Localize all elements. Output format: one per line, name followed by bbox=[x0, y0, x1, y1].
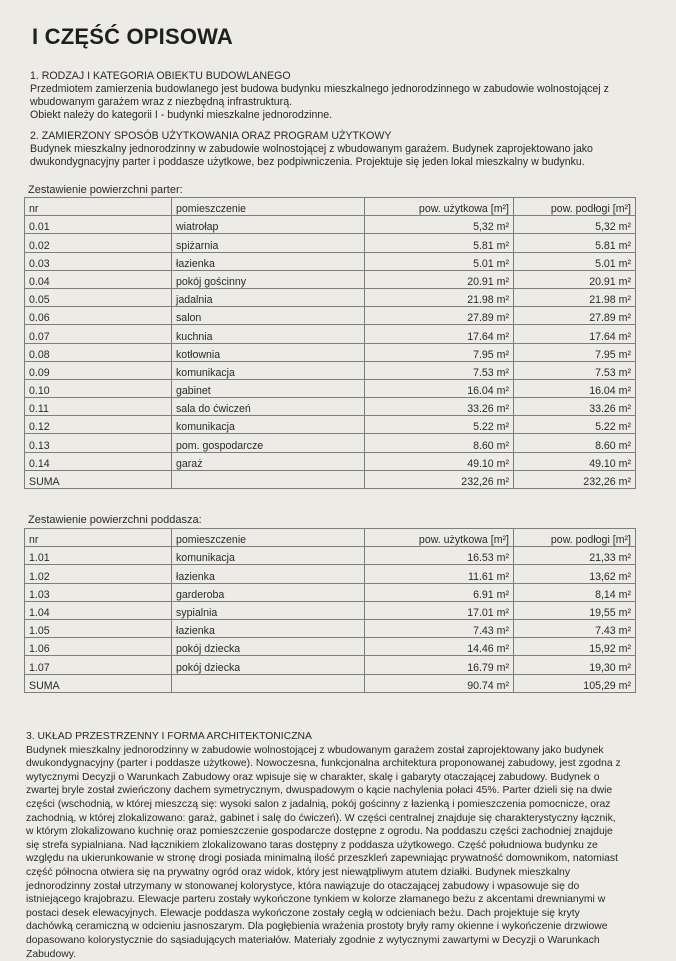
attic-table bbox=[24, 528, 636, 693]
table-total-row bbox=[25, 470, 636, 488]
floor-area-cell: 5.81 m² bbox=[514, 234, 636, 252]
room-name-cell: gabinet bbox=[172, 379, 365, 397]
usable-area-cell: 16.53 m² bbox=[365, 547, 514, 565]
floor-area-cell: 16.04 m² bbox=[514, 379, 636, 397]
table-row bbox=[25, 565, 636, 583]
floor-area-cell: 49.10 m² bbox=[514, 452, 636, 470]
floor-area-cell: 232,26 m² bbox=[514, 470, 636, 488]
nr-cell: 0.01 bbox=[25, 216, 172, 234]
section-2-heading: 2. ZAMIERZONY SPOSÓB UŻYTKOWANIA ORAZ PROGRAM UŻYTKOWY bbox=[30, 130, 392, 142]
nr-cell: 0.03 bbox=[25, 252, 172, 270]
table-row bbox=[25, 361, 636, 379]
usable-area-cell: 14.46 m² bbox=[365, 638, 514, 656]
table-row bbox=[25, 452, 636, 470]
section-1-heading: 1. RODZAJ I KATEGORIA OBIEKTU BUDOWLANEGO bbox=[30, 70, 291, 82]
nr-cell: 0.05 bbox=[25, 288, 172, 306]
table-row bbox=[25, 288, 636, 306]
section-2 bbox=[30, 130, 622, 169]
section-1-line: Obiekt należy do kategorii I - budynki mieszkalne jednorodzinne. bbox=[30, 109, 333, 121]
usable-area-cell: 5.01 m² bbox=[365, 252, 514, 270]
floor-area-cell: 7.53 m² bbox=[514, 361, 636, 379]
usable-area-cell: 8.60 m² bbox=[365, 434, 514, 452]
usable-area-cell: 90.74 m² bbox=[365, 674, 514, 692]
nr-cell: 0.08 bbox=[25, 343, 172, 361]
floor-area-cell: 20.91 m² bbox=[514, 270, 636, 288]
table-row bbox=[25, 434, 636, 452]
nr-cell: 1.06 bbox=[25, 638, 172, 656]
header-floor-area-cell: pow. podłogi [m²] bbox=[514, 529, 636, 547]
nr-cell: 0.02 bbox=[25, 234, 172, 252]
usable-area-cell: 6.91 m² bbox=[365, 583, 514, 601]
table-row bbox=[25, 270, 636, 288]
nr-cell: 0.13 bbox=[25, 434, 172, 452]
floor-area-cell: 27.89 m² bbox=[514, 307, 636, 325]
table-row bbox=[25, 398, 636, 416]
header-room-name-cell: pomieszczenie bbox=[172, 529, 365, 547]
floor-area-cell: 17.64 m² bbox=[514, 325, 636, 343]
table-row bbox=[25, 325, 636, 343]
table-total-row bbox=[25, 674, 636, 692]
floor-area-cell: 7.95 m² bbox=[514, 343, 636, 361]
room-name-cell: pokój dziecka bbox=[172, 656, 365, 674]
table-row bbox=[25, 379, 636, 397]
usable-area-cell: 7.95 m² bbox=[365, 343, 514, 361]
room-name-cell: kuchnia bbox=[172, 325, 365, 343]
nr-cell: SUMA bbox=[25, 674, 172, 692]
nr-cell: SUMA bbox=[25, 470, 172, 488]
floor-area-cell: 8,14 m² bbox=[514, 583, 636, 601]
table-row bbox=[25, 416, 636, 434]
usable-area-cell: 17.64 m² bbox=[365, 325, 514, 343]
usable-area-cell: 17.01 m² bbox=[365, 601, 514, 619]
attic-caption: Zestawienie powierzchni poddasza: bbox=[28, 514, 202, 526]
nr-cell: 0.06 bbox=[25, 307, 172, 325]
usable-area-cell: 7.53 m² bbox=[365, 361, 514, 379]
room-name-cell: salon bbox=[172, 307, 365, 325]
table-row bbox=[25, 583, 636, 601]
room-name-cell: garaż bbox=[172, 452, 365, 470]
usable-area-cell: 5.22 m² bbox=[365, 416, 514, 434]
room-name-cell: komunikacja bbox=[172, 416, 365, 434]
nr-cell: 1.01 bbox=[25, 547, 172, 565]
nr-cell: 0.04 bbox=[25, 270, 172, 288]
nr-cell: 1.07 bbox=[25, 656, 172, 674]
nr-cell: 0.12 bbox=[25, 416, 172, 434]
usable-area-cell: 21.98 m² bbox=[365, 288, 514, 306]
floor-area-cell: 19,55 m² bbox=[514, 601, 636, 619]
usable-area-cell: 5.81 m² bbox=[365, 234, 514, 252]
floor-area-cell: 21,33 m² bbox=[514, 547, 636, 565]
section-1-line: Przedmiotem zamierzenia budowlanego jest budowa budynku mieszkalnego jednorodzinnego w zabudowie wolnostojącej z bbox=[30, 83, 609, 95]
nr-cell: 1.05 bbox=[25, 619, 172, 637]
usable-area-cell: 27.89 m² bbox=[365, 307, 514, 325]
table-row bbox=[25, 656, 636, 674]
table-row bbox=[25, 601, 636, 619]
table-row bbox=[25, 638, 636, 656]
floor-area-cell: 5,32 m² bbox=[514, 216, 636, 234]
header-usable-area-cell: pow. użytkowa [m²] bbox=[365, 198, 514, 216]
room-name-cell: pokój dziecka bbox=[172, 638, 365, 656]
nr-cell: 1.04 bbox=[25, 601, 172, 619]
section-2-line: Budynek mieszkalny jednorodzinny w zabudowie wolnostojącej z wbudowanym garażem. Budynek zaprojektowano jako bbox=[30, 143, 593, 155]
table-header-row bbox=[25, 198, 636, 216]
header-nr-cell: nr bbox=[25, 198, 172, 216]
floor-area-cell: 15,92 m² bbox=[514, 638, 636, 656]
nr-cell: 1.03 bbox=[25, 583, 172, 601]
nr-cell: 1.02 bbox=[25, 565, 172, 583]
floor-area-cell: 8.60 m² bbox=[514, 434, 636, 452]
room-name-cell bbox=[172, 470, 365, 488]
nr-cell: 0.11 bbox=[25, 398, 172, 416]
nr-cell: 0.07 bbox=[25, 325, 172, 343]
page-title: I CZĘŚĆ OPISOWA bbox=[32, 24, 234, 49]
usable-area-cell: 33.26 m² bbox=[365, 398, 514, 416]
usable-area-cell: 7.43 m² bbox=[365, 619, 514, 637]
section-3-heading: 3. UKŁAD PRZESTRZENNY I FORMA ARCHITEKTONICZNA bbox=[26, 731, 312, 742]
table-row bbox=[25, 343, 636, 361]
ground-floor-table bbox=[24, 197, 636, 489]
section-3-text: Budynek mieszkalny jednorodzinny w zabudowie wolnostojącej z wbudowanym garażem został zaprojektowany jako budynek dwukondygnacyjny (parter i poddasze użytkowe). Nowoczesna, funkcjonalna architektura proponowanej zabudowy, jest zgodna z wytycznymi Decyzji o Warunkach Zabudowy oraz wpisuje się w charakter, skalę i gabaryty otaczającej zabudowy. Budynek o zwartej bryle został zwieńczony dachem symetrycznym, dwuspadowym o kącie nachylenia połaci 45%. Parter dzieli się na dwie części (wschodnią, w której mieszczą się: wysoki salon z jadalnią, pokój gościnny z łazienką i pomieszczenia pomocnicze, oraz zachodnią, w której zlokalizowano: garaż, gabinet i salę do ćwiczeń). W części centralnej znajduje się charakterystyczny łącznik, w którym zlokalizowano kuchnię oraz pomieszczenie gospodarcze dostępne z ogrodu. Na poddaszu części zachodniej znajduje się strefa sypialniana. Nad łącznikiem zlokalizowano taras dostępny z poddasza użytkowego. Część południowa budynku ze względu na ukierunkowanie w stronę drogi posiada minimalną ilość przeszkleń zapewniając prywatność domownikom, natomiast część północna otwiera się na prywatny ogród oraz widok, który jest niewątpliwym atutem działki. Budynek mieszkalny jednorodzinny został utrzymany w stonowanej kolorystyce, która nawiązuje do otaczającej zabudowy i wpasowuje się do istniejącego krajobrazu. Elewacje parteru zostały wykończone tynkiem w kolorze złamanego beżu z akcentami drewnianymi w postaci desek elewacyjnych. Elewacje poddasza wykończone zostały cegłą w odcieniach beżu. Dach projektuje się kryty dachówką ceramiczną w odcieniu jasnoszarym. Dla pogłębienia wrażenia prostoty bryły ramy okienne i wykończenie drzwiowe dopasowano kolorystycznie do sąsiadujących materiałów. Materiały zgodnie z wytycznymi zawartymi w Decyzji o Warunkach Zabudowy. bbox=[26, 744, 621, 960]
room-name-cell: łazienka bbox=[172, 619, 365, 637]
nr-cell: 0.10 bbox=[25, 379, 172, 397]
usable-area-cell: 5,32 m² bbox=[365, 216, 514, 234]
room-name-cell: wiatrołap bbox=[172, 216, 365, 234]
room-name-cell: spiżarnia bbox=[172, 234, 365, 252]
usable-area-cell: 20.91 m² bbox=[365, 270, 514, 288]
header-room-name-cell: pomieszczenie bbox=[172, 198, 365, 216]
room-name-cell: garderoba bbox=[172, 583, 365, 601]
table-row bbox=[25, 216, 636, 234]
usable-area-cell: 16.79 m² bbox=[365, 656, 514, 674]
floor-area-cell: 33.26 m² bbox=[514, 398, 636, 416]
usable-area-cell: 49.10 m² bbox=[365, 452, 514, 470]
nr-cell: 0.09 bbox=[25, 361, 172, 379]
table-row bbox=[25, 547, 636, 565]
floor-area-cell: 19,30 m² bbox=[514, 656, 636, 674]
room-name-cell: łazienka bbox=[172, 252, 365, 270]
section-1 bbox=[30, 70, 622, 122]
table-header-row bbox=[25, 529, 636, 547]
room-name-cell: jadalnia bbox=[172, 288, 365, 306]
floor-area-cell: 13,62 m² bbox=[514, 565, 636, 583]
header-floor-area-cell: pow. podłogi [m²] bbox=[514, 198, 636, 216]
floor-area-cell: 21.98 m² bbox=[514, 288, 636, 306]
table-row bbox=[25, 234, 636, 252]
ground-floor-caption: Zestawienie powierzchni parter: bbox=[28, 184, 183, 196]
room-name-cell bbox=[172, 674, 365, 692]
room-name-cell: komunikacja bbox=[172, 361, 365, 379]
section-1-line: wbudowanym garażem wraz z niezbędną infrastrukturą. bbox=[30, 96, 293, 108]
nr-cell: 0.14 bbox=[25, 452, 172, 470]
room-name-cell: łazienka bbox=[172, 565, 365, 583]
header-usable-area-cell: pow. użytkowa [m²] bbox=[365, 529, 514, 547]
floor-area-cell: 5.01 m² bbox=[514, 252, 636, 270]
room-name-cell: sala do ćwiczeń bbox=[172, 398, 365, 416]
usable-area-cell: 11.61 m² bbox=[365, 565, 514, 583]
room-name-cell: komunikacja bbox=[172, 547, 365, 565]
header-nr-cell: nr bbox=[25, 529, 172, 547]
section-3 bbox=[26, 730, 626, 961]
table-row bbox=[25, 307, 636, 325]
table-row bbox=[25, 252, 636, 270]
usable-area-cell: 232,26 m² bbox=[365, 470, 514, 488]
usable-area-cell: 16.04 m² bbox=[365, 379, 514, 397]
section-2-line: dwukondygnacyjny parter i poddasze użytkowe, bez podpiwniczenia. Projektuje się jeden lokal mieszkalny w budynku. bbox=[30, 156, 585, 168]
floor-area-cell: 105,29 m² bbox=[514, 674, 636, 692]
floor-area-cell: 5.22 m² bbox=[514, 416, 636, 434]
room-name-cell: pokój gościnny bbox=[172, 270, 365, 288]
room-name-cell: kotłownia bbox=[172, 343, 365, 361]
room-name-cell: sypialnia bbox=[172, 601, 365, 619]
table-row bbox=[25, 619, 636, 637]
room-name-cell: pom. gospodarcze bbox=[172, 434, 365, 452]
floor-area-cell: 7.43 m² bbox=[514, 619, 636, 637]
